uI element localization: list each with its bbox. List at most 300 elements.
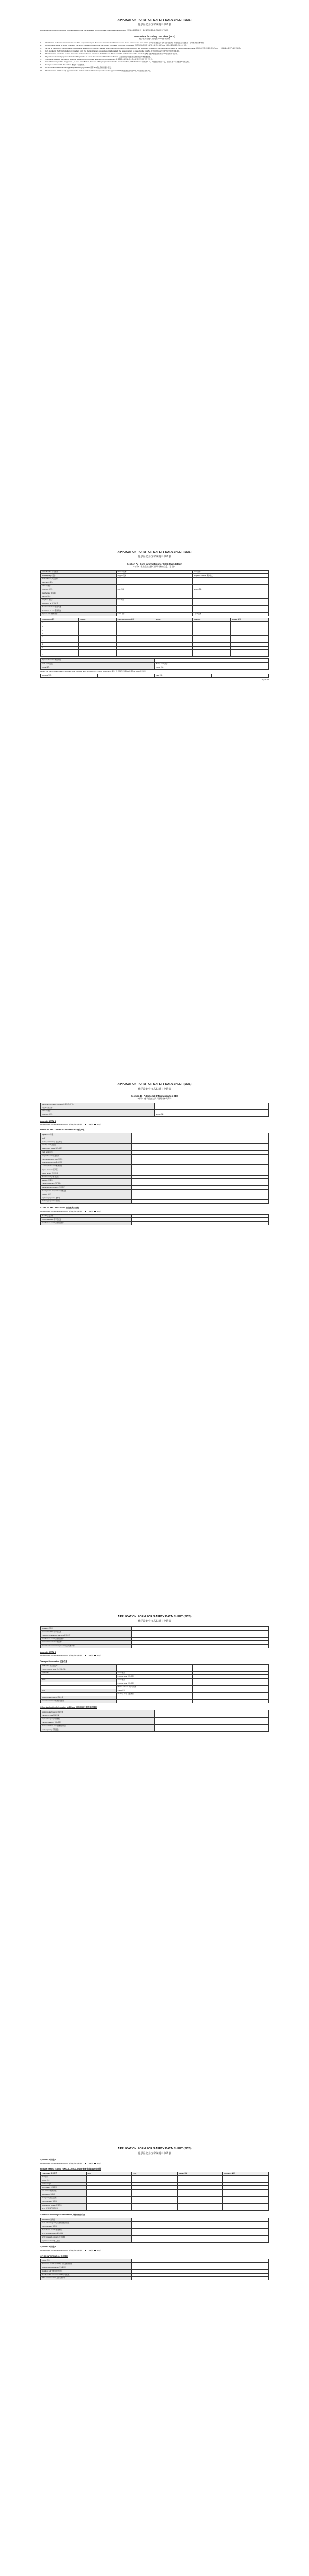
field-input[interactable] [223, 2179, 269, 2182]
field-input[interactable] [132, 2266, 269, 2269]
field-input[interactable] [132, 1182, 200, 1186]
field-label: Restrictions on use 限制用途: [41, 609, 117, 613]
yes-label: Yes 是 [88, 1654, 93, 1657]
field-input[interactable] [193, 636, 231, 639]
field-input[interactable] [116, 632, 154, 636]
field-input[interactable] [78, 642, 116, 646]
table-row [41, 1103, 269, 1106]
field-input[interactable] [132, 1196, 200, 1200]
field-input[interactable] [193, 609, 269, 613]
field-input[interactable] [132, 1140, 200, 1144]
no-checkbox[interactable] [94, 1124, 96, 1125]
field-input[interactable] [193, 653, 231, 657]
field-input[interactable] [200, 1179, 269, 1182]
field-input[interactable] [86, 2179, 132, 2182]
field-input[interactable] [223, 2207, 269, 2211]
field-label: Version 版本: [116, 570, 193, 574]
table-row [41, 1214, 269, 1218]
field-input[interactable] [200, 1137, 269, 1140]
field-input[interactable] [193, 632, 231, 636]
table-row [41, 1645, 269, 1648]
field-label: Special precautions 特殊防范措施 [41, 1700, 117, 1703]
field-input[interactable] [132, 1150, 200, 1154]
field-input[interactable] [132, 2222, 269, 2225]
table-row [41, 1685, 269, 1689]
field-input[interactable] [41, 1685, 117, 1689]
table-row [41, 605, 269, 609]
no-checkbox[interactable] [94, 1211, 96, 1212]
field-input[interactable] [231, 639, 269, 643]
field-input[interactable] [132, 1189, 200, 1193]
field-input[interactable] [200, 1165, 269, 1168]
field-input[interactable] [193, 1682, 269, 1686]
field-input[interactable] [132, 1641, 269, 1645]
physical-summary-table [40, 658, 269, 669]
field-input[interactable] [132, 1158, 200, 1161]
field-input[interactable] [132, 2196, 178, 2200]
field-input[interactable] [177, 2204, 223, 2207]
field-input[interactable] [154, 650, 193, 653]
date-field[interactable] [212, 674, 269, 678]
field-input[interactable] [154, 629, 193, 632]
field-input[interactable] [86, 2204, 132, 2207]
field-input[interactable] [200, 1147, 269, 1151]
row-letter: F [41, 639, 79, 643]
field-input[interactable] [132, 1147, 200, 1151]
row-letter: D [41, 632, 79, 636]
table-row [41, 2179, 269, 2182]
field-label: Transport category 运输类别 [41, 1721, 155, 1724]
column-header: Concentration (%) 浓度 [116, 618, 154, 622]
field-input[interactable] [154, 642, 193, 646]
field-input[interactable] [132, 2273, 269, 2277]
field-input[interactable] [86, 2196, 132, 2200]
field-input[interactable] [132, 2277, 269, 2280]
field-input[interactable] [193, 1668, 269, 1671]
field-input[interactable] [193, 1700, 269, 1703]
field-input[interactable] [132, 2179, 178, 2182]
field-input[interactable] [116, 605, 193, 609]
field-input[interactable] [200, 1200, 269, 1204]
field-input[interactable] [116, 1668, 193, 1671]
instruction-text: The regular service is five working days after receiving of the complete application form and payment. 常规服务时间为收到完整申请表及付款后五个工作日。 [45, 58, 154, 61]
yes-checkbox[interactable] [85, 1211, 87, 1212]
doc-title: APPLICATION FORM FOR SAFETY DATA SHEET (SDS) [117, 551, 192, 554]
field-input[interactable] [177, 2200, 223, 2204]
yes-checkbox[interactable] [85, 2163, 87, 2164]
field-input[interactable] [177, 2190, 223, 2193]
field-input[interactable] [231, 646, 269, 650]
field-input[interactable] [193, 629, 231, 632]
row-letter: G [41, 642, 79, 646]
field-input[interactable] [86, 2200, 132, 2204]
field-input[interactable] [132, 1175, 200, 1179]
yes-checkbox[interactable] [85, 1124, 87, 1125]
field-label: Packing group 包装类别 [116, 1675, 193, 1679]
field-input[interactable] [132, 2190, 178, 2193]
field-input[interactable] [193, 581, 269, 585]
field-label: Melting point / range 熔点/熔程 [41, 1140, 132, 1144]
signature-label: Signature 签名: [41, 674, 98, 678]
form-page-2 [0, 532, 309, 1027]
field-input[interactable] [193, 605, 269, 609]
field-input[interactable] [193, 602, 269, 605]
no-checkbox[interactable] [94, 2163, 96, 2164]
doc-title-cn: 化学品安全技术说明书申请表 [138, 2151, 171, 2155]
form-page-4 [0, 1597, 309, 2091]
field-input[interactable] [132, 2175, 178, 2179]
field-label: Upper explosive limit 爆炸上限 [41, 1161, 132, 1165]
table-row [41, 2269, 269, 2273]
field-input[interactable] [86, 2207, 132, 2211]
table-row [41, 1721, 269, 1724]
field-input[interactable] [223, 2186, 269, 2190]
field-input[interactable] [154, 1710, 269, 1714]
field-input[interactable] [132, 2239, 269, 2243]
field-input[interactable] [86, 2186, 132, 2190]
field-input[interactable] [132, 2269, 269, 2273]
table-row [41, 1671, 269, 1675]
field-input[interactable] [132, 2204, 178, 2207]
field-input[interactable] [223, 2193, 269, 2197]
field-input[interactable] [177, 2182, 223, 2186]
instruction-item [40, 67, 269, 69]
instruction-number: 2. [40, 44, 42, 47]
field-input[interactable] [116, 639, 154, 643]
field-input[interactable] [193, 578, 269, 581]
field-input[interactable] [231, 625, 269, 629]
yes-checkbox[interactable] [85, 2250, 87, 2251]
field-input[interactable] [231, 632, 269, 636]
field-input[interactable] [223, 2204, 269, 2207]
field-input[interactable] [200, 1158, 269, 1161]
field-input[interactable] [116, 621, 154, 625]
field-input[interactable] [154, 1721, 269, 1724]
field-input[interactable] [231, 653, 269, 657]
field-input[interactable] [41, 1692, 117, 1696]
field-input[interactable] [200, 1133, 269, 1137]
table-row [41, 1675, 269, 1679]
table-row [41, 2207, 269, 2211]
field-input[interactable] [200, 1189, 269, 1193]
field-input[interactable] [193, 1696, 269, 1700]
field-input[interactable] [78, 639, 116, 643]
field-input[interactable] [193, 1692, 269, 1696]
field-input[interactable] [116, 642, 154, 646]
no-checkbox[interactable] [94, 1655, 96, 1656]
remark-text: Remark: The chemical classification is according to the Regulation (EC) 1272/2008 (CLP) and GB 30000 series. 备注：化学品分类依据CLP法规及GB 30000系列标准。 [40, 670, 147, 672]
field-input[interactable] [223, 2190, 269, 2193]
table-header-row [41, 618, 269, 622]
field-input[interactable] [132, 1637, 269, 1641]
field-label: E-mail 邮箱: [154, 1113, 269, 1117]
field-input[interactable] [116, 609, 193, 613]
field-input[interactable] [154, 1714, 269, 1718]
field-label: Class 类别 [116, 1671, 193, 1675]
field-input[interactable] [154, 1728, 269, 1732]
field-input[interactable] [193, 599, 269, 602]
field-input[interactable] [200, 1193, 269, 1196]
field-input[interactable] [154, 636, 193, 639]
field-input[interactable] [154, 632, 193, 636]
field-input[interactable] [41, 1675, 117, 1679]
field-input[interactable] [78, 625, 116, 629]
field-input[interactable] [154, 1718, 269, 1721]
field-input[interactable] [132, 1193, 200, 1196]
field-input[interactable] [177, 2193, 223, 2197]
signature-table [40, 674, 269, 678]
field-input[interactable] [154, 639, 193, 643]
field-input[interactable] [231, 636, 269, 639]
field-input[interactable] [223, 2200, 269, 2204]
field-input[interactable] [200, 1175, 269, 1179]
field-label: Carcinogenicity 致癌性 [41, 2200, 87, 2204]
field-input[interactable] [193, 646, 231, 650]
doc-title: APPLICATION FORM FOR SAFETY DATA SHEET (SDS) [117, 1083, 192, 1086]
table-row [41, 1168, 269, 1172]
field-label: Chemical stability 化学稳定性 [41, 1218, 132, 1222]
field-input[interactable] [154, 621, 193, 625]
field-input[interactable] [116, 625, 154, 629]
field-input[interactable] [193, 1679, 269, 1682]
field-label: Mutagenicity 致突变性 [41, 2196, 87, 2200]
field-input[interactable] [193, 1665, 269, 1668]
field-input[interactable] [154, 1106, 269, 1110]
field-input[interactable] [223, 2196, 269, 2200]
field-input[interactable] [132, 1214, 269, 1218]
field-input[interactable] [200, 1186, 269, 1190]
field-label: Applicant 申请人: [41, 581, 117, 585]
field-input[interactable] [132, 2218, 269, 2222]
field-label: Fax 传真: [116, 599, 193, 602]
field-input[interactable] [132, 1627, 269, 1631]
field-input[interactable] [132, 1218, 269, 1222]
field-input[interactable] [200, 1150, 269, 1154]
field-input[interactable] [200, 1144, 269, 1147]
field-input[interactable] [78, 629, 116, 632]
field-input[interactable] [132, 1200, 200, 1204]
field-input[interactable] [231, 642, 269, 646]
field-input[interactable] [200, 1196, 269, 1200]
field-input[interactable] [193, 1675, 269, 1679]
field-input[interactable] [116, 1696, 193, 1700]
field-input[interactable] [116, 602, 193, 605]
field-input[interactable] [154, 659, 269, 663]
field-input[interactable] [193, 621, 231, 625]
field-input[interactable] [132, 2235, 269, 2239]
field-input[interactable] [132, 2193, 178, 2197]
field-input[interactable] [132, 1133, 200, 1137]
field-input[interactable] [116, 581, 193, 585]
field-input[interactable] [132, 1172, 200, 1175]
instruction-number: 9. [40, 63, 42, 66]
field-input[interactable] [231, 650, 269, 653]
field-input[interactable] [132, 2182, 178, 2186]
additional-tox-table [40, 2218, 269, 2243]
field-input[interactable] [132, 2207, 178, 2211]
field-label: Oral 经口 [41, 2175, 87, 2179]
field-label: Physical Properties 理化特性: [41, 659, 155, 663]
field-input[interactable] [116, 646, 154, 650]
table-row [41, 2218, 269, 2222]
field-input[interactable] [154, 625, 193, 629]
field-input[interactable] [231, 621, 269, 625]
field-input[interactable] [132, 1144, 200, 1147]
field-input[interactable] [116, 578, 193, 581]
field-input[interactable] [132, 1165, 200, 1168]
field-input[interactable] [200, 1182, 269, 1186]
field-input[interactable] [132, 2229, 269, 2232]
table-row [41, 1630, 269, 1634]
field-input[interactable] [193, 625, 231, 629]
field-input[interactable] [132, 2263, 269, 2266]
field-input[interactable] [223, 2182, 269, 2186]
table-row [41, 1147, 269, 1151]
table-row [41, 1189, 269, 1193]
field-input[interactable] [154, 1724, 269, 1728]
field-label: Limited quantity 有限数量 [41, 1728, 155, 1732]
field-input[interactable] [154, 653, 193, 657]
table-row [41, 588, 269, 591]
field-input[interactable] [193, 1671, 269, 1675]
field-input[interactable] [177, 2186, 223, 2190]
field-input[interactable] [41, 1682, 117, 1686]
field-input[interactable] [193, 1689, 269, 1692]
table-row [41, 1196, 269, 1200]
field-input[interactable] [177, 2196, 223, 2200]
field-label: Date 日期: [193, 570, 269, 574]
field-label: Results of PBT assessment PBT评估结果 [41, 2273, 132, 2277]
field-input[interactable] [116, 636, 154, 639]
field-input[interactable] [116, 629, 154, 632]
field-input[interactable] [132, 1161, 200, 1165]
field-input[interactable] [78, 621, 116, 625]
table-row [41, 2232, 269, 2235]
core-info-table [40, 570, 269, 617]
table-row [41, 1175, 269, 1179]
field-input[interactable] [200, 1161, 269, 1165]
table-row [41, 2196, 269, 2200]
field-input[interactable] [116, 595, 193, 599]
field-input[interactable] [132, 1186, 200, 1190]
field-label: Solubility 溶解性 [41, 1179, 132, 1182]
field-input[interactable] [132, 2225, 269, 2229]
field-input[interactable] [132, 2232, 269, 2235]
field-input[interactable] [193, 650, 231, 653]
field-input[interactable] [132, 2259, 269, 2263]
field-label: Flash point 闪点: [41, 662, 155, 666]
yes-checkbox[interactable] [85, 1655, 87, 1656]
field-input[interactable] [132, 1634, 269, 1637]
field-input[interactable] [132, 1168, 200, 1172]
instruction-item [40, 53, 269, 55]
field-input[interactable] [223, 2175, 269, 2179]
field-input[interactable] [231, 629, 269, 632]
field-input[interactable] [132, 1645, 269, 1648]
instruction-number: 11. [40, 69, 43, 72]
field-input[interactable] [116, 653, 154, 657]
field-input[interactable] [200, 1168, 269, 1172]
field-input[interactable] [193, 642, 231, 646]
field-input[interactable] [132, 1179, 200, 1182]
field-input[interactable] [116, 650, 154, 653]
field-input[interactable] [78, 646, 116, 650]
field-input[interactable] [86, 2182, 132, 2186]
field-input[interactable] [177, 2179, 223, 2182]
field-input[interactable] [132, 2186, 178, 2190]
instruction-item [40, 56, 269, 58]
field-label: E-mail 邮箱: [193, 588, 269, 591]
field-input[interactable] [200, 1172, 269, 1175]
field-input[interactable] [132, 1154, 200, 1158]
column-header: Index No. [193, 618, 231, 622]
field-input[interactable] [193, 1685, 269, 1689]
instructions-title: Instructions for Safety Data Sheet (SDS) [134, 35, 175, 38]
field-input[interactable] [116, 591, 193, 595]
field-input[interactable] [177, 2207, 223, 2211]
field-input[interactable] [193, 591, 269, 595]
field-label: Conditions to avoid 应避免的条件 [41, 1222, 132, 1225]
field-input[interactable] [193, 639, 231, 643]
table-row [41, 1724, 269, 1728]
field-input[interactable] [78, 653, 116, 657]
field-input[interactable] [154, 646, 193, 650]
field-label: Explosive properties 爆炸性 [41, 1196, 132, 1200]
field-input[interactable] [86, 2193, 132, 2197]
field-input[interactable] [154, 1110, 269, 1113]
field-input[interactable] [86, 2190, 132, 2193]
instruction-text: Version & translations: The information provided shall appear on the final SDS. Please kindly note that information on the application and product are CORRECT. Our assessment is based on the submitted information. 提供的信息将出现在最终的SDS上，请确保申请及产品信息正确。 [45, 47, 242, 49]
table-row [41, 1634, 269, 1637]
field-input[interactable] [177, 2175, 223, 2179]
field-input[interactable] [78, 636, 116, 639]
yn-row [40, 1124, 269, 1126]
field-label: Vapour pressure 蒸气压 [41, 1168, 132, 1172]
field-input[interactable] [116, 1700, 193, 1703]
field-input[interactable] [86, 2175, 132, 2179]
signature-field[interactable] [97, 674, 154, 678]
field-input[interactable] [193, 595, 269, 599]
field-label: Inhalation 吸入 [41, 2182, 87, 2186]
field-input[interactable] [193, 584, 269, 588]
field-input[interactable] [132, 1630, 269, 1634]
table-row [41, 639, 269, 643]
field-input[interactable] [200, 1140, 269, 1144]
field-input[interactable] [132, 2200, 178, 2204]
no-checkbox[interactable] [94, 2250, 96, 2251]
field-input[interactable] [116, 1665, 193, 1668]
field-input[interactable] [78, 632, 116, 636]
field-input[interactable] [116, 584, 193, 588]
table-row [41, 629, 269, 632]
field-label: Possibility of hazardous reactions 危险反应 [41, 1634, 132, 1637]
field-label: Additional information (Optional) 补充信息(可选): [41, 1103, 155, 1106]
field-input[interactable] [132, 1137, 200, 1140]
field-label: Product Name 产品名称: [41, 578, 117, 581]
form-page-5 [0, 2129, 309, 2576]
yes-label: Yes 是 [88, 2249, 93, 2252]
field-input[interactable] [78, 650, 116, 653]
table-row [41, 2204, 269, 2207]
instruction-text: All information should be written in English. For SDS in Chinese, please provide the relevant information in Chinese if necessary. 所有信息均需以英文填写。如需中文版SDS，请在必要时提供相关中文信息。 [45, 44, 188, 47]
instruction-item [40, 42, 269, 44]
field-input[interactable] [154, 1103, 269, 1106]
table-row [41, 1106, 269, 1110]
field-input[interactable] [132, 1222, 269, 1225]
field-input[interactable] [200, 1154, 269, 1158]
table-row [41, 2186, 269, 2190]
field-label: STOT-single exposure 单次接触 [41, 2232, 132, 2235]
